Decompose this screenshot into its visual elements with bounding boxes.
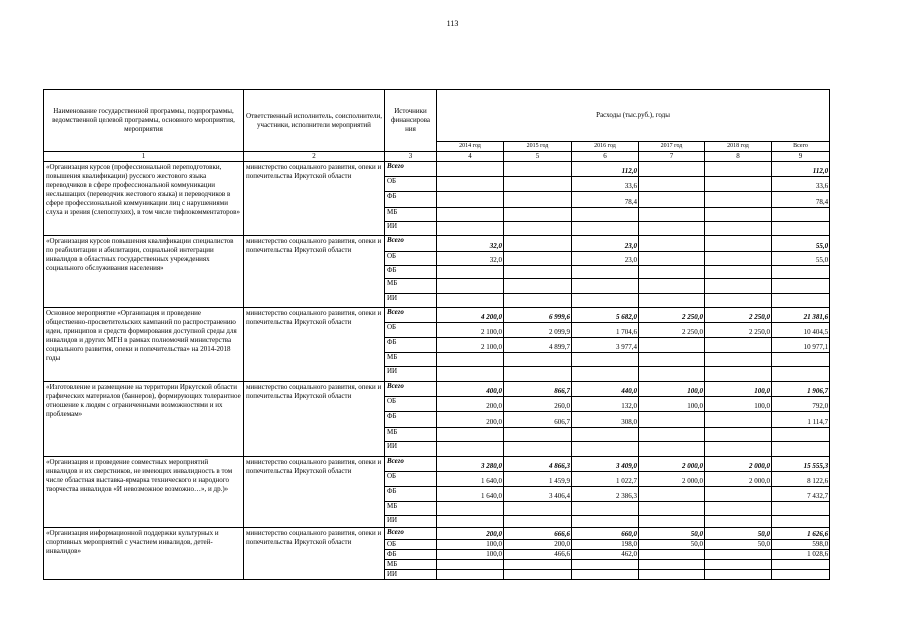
header-column-number: 1 bbox=[44, 152, 244, 162]
header-source: Источники финансирова ния bbox=[385, 90, 437, 152]
expense-value: 1 640,0 bbox=[437, 487, 504, 502]
expense-value bbox=[504, 516, 572, 528]
expense-value: 21 381,6 bbox=[772, 308, 830, 323]
expense-value bbox=[504, 570, 572, 580]
funding-source: ОБ bbox=[385, 397, 437, 412]
expense-value: 866,7 bbox=[504, 382, 572, 397]
funding-source: ОБ bbox=[385, 472, 437, 487]
expense-value bbox=[772, 502, 830, 516]
funding-source: МБ bbox=[385, 353, 437, 367]
expense-value bbox=[705, 222, 772, 236]
expense-value: 308,0 bbox=[572, 412, 639, 428]
funding-source: ИИ bbox=[385, 367, 437, 382]
expense-value bbox=[572, 516, 639, 528]
table-row bbox=[44, 528, 830, 540]
expense-value: 2 386,3 bbox=[572, 487, 639, 502]
activity-name: «Организация информационной поддержки культурных и спортивных мероприятий с участием инвалидов, детей-инвалидов» bbox=[44, 528, 244, 580]
expense-value bbox=[772, 266, 830, 279]
expense-value: 33,6 bbox=[572, 177, 639, 192]
expense-value: 112,0 bbox=[572, 162, 639, 177]
expense-value: 132,0 bbox=[572, 397, 639, 412]
expense-value bbox=[705, 550, 772, 560]
expense-value bbox=[572, 353, 639, 367]
expense-value: 100,0 bbox=[639, 382, 705, 397]
expense-value bbox=[572, 570, 639, 580]
header-year: 2016 год bbox=[572, 142, 639, 152]
expense-value: 666,6 bbox=[504, 528, 572, 540]
expense-value: 112,0 bbox=[772, 162, 830, 177]
activity-name: Основное мероприятие «Организация и проведение общественно-просветительских кампаний по распространению идеи, принципов и средств формирования доступной среды для инвалидов и других МГН в рамках полномочий министерства социального развития, опеки и попечительства» на 2014-2018 годы bbox=[44, 308, 244, 382]
funding-source: Всего bbox=[385, 457, 437, 472]
expense-value bbox=[504, 353, 572, 367]
expense-value: 10 404,5 bbox=[772, 323, 830, 338]
expense-value: 100,0 bbox=[705, 397, 772, 412]
header-column-number: 8 bbox=[705, 152, 772, 162]
expense-value: 2 250,0 bbox=[639, 323, 705, 338]
expense-value bbox=[639, 412, 705, 428]
expense-value: 3 406,4 bbox=[504, 487, 572, 502]
expense-value bbox=[639, 338, 705, 353]
funding-source: ИИ bbox=[385, 222, 437, 236]
expense-value: 100,0 bbox=[639, 397, 705, 412]
expense-value bbox=[639, 252, 705, 266]
expense-value: 7 432,7 bbox=[772, 487, 830, 502]
funding-source: ИИ bbox=[385, 294, 437, 308]
funding-source: Всего bbox=[385, 528, 437, 540]
funding-source: Всего bbox=[385, 382, 437, 397]
expense-value bbox=[705, 279, 772, 294]
expense-value bbox=[705, 266, 772, 279]
expense-value bbox=[705, 353, 772, 367]
expense-value bbox=[705, 428, 772, 442]
expense-value bbox=[772, 222, 830, 236]
expense-value: 50,0 bbox=[705, 528, 772, 540]
expense-value: 2 100,0 bbox=[437, 323, 504, 338]
expense-value bbox=[639, 560, 705, 570]
header-expenses: Расходы (тыс.руб.), годы bbox=[437, 90, 830, 142]
expense-value: 792,0 bbox=[772, 397, 830, 412]
expense-value bbox=[639, 279, 705, 294]
table-row bbox=[44, 457, 830, 472]
header-column-number: 6 bbox=[572, 152, 639, 162]
expense-value: 660,0 bbox=[572, 528, 639, 540]
expense-value: 400,0 bbox=[437, 382, 504, 397]
expense-value: 50,0 bbox=[639, 528, 705, 540]
header-year: 2014 год bbox=[437, 142, 504, 152]
expense-value bbox=[504, 560, 572, 570]
funding-source: ФБ bbox=[385, 550, 437, 560]
header-column-number: 7 bbox=[639, 152, 705, 162]
expense-value bbox=[639, 177, 705, 192]
expense-value: 33,6 bbox=[772, 177, 830, 192]
expense-value: 1 640,0 bbox=[437, 472, 504, 487]
activity-name: «Организация и проведение совместных мероприятий инвалидов и их сверстников, не имеющих инвалидность в том числе областная выставка-ярмарка технического и народного творчества инвалидов «И невозможное возможно…», и др.)» bbox=[44, 457, 244, 528]
expense-value: 8 122,6 bbox=[772, 472, 830, 487]
expense-value: 100,0 bbox=[705, 382, 772, 397]
expense-value bbox=[437, 279, 504, 294]
expense-value bbox=[639, 208, 705, 222]
expense-value bbox=[705, 442, 772, 457]
activity-executor: министерство социального развития, опеки и попечительства Иркутской области bbox=[244, 236, 385, 308]
expense-value: 4 200,0 bbox=[437, 308, 504, 323]
header-column-number: 4 bbox=[437, 152, 504, 162]
expense-value bbox=[572, 208, 639, 222]
expense-value: 100,0 bbox=[437, 550, 504, 560]
expense-value: 55,0 bbox=[772, 252, 830, 266]
expense-value: 3 280,0 bbox=[437, 457, 504, 472]
funding-source: МБ bbox=[385, 560, 437, 570]
expense-value: 198,0 bbox=[572, 540, 639, 550]
expense-value bbox=[705, 162, 772, 177]
funding-source: ОБ bbox=[385, 540, 437, 550]
expense-value bbox=[639, 570, 705, 580]
activity-name: «Организация курсов (профессиональной переподготовки, повышения квалификации) русского жестового языка переводчиков в сфере профессиональной коммуникации неслышащих (переводчик жестового языка) и переводчиков в сфере профессиональной коммуникации лиц с нарушениями слуха и зрения (слепоглухих), в том числе тифлокомментаторов» bbox=[44, 162, 244, 236]
expense-value bbox=[639, 294, 705, 308]
funding-source: Всего bbox=[385, 308, 437, 323]
expense-value bbox=[572, 502, 639, 516]
funding-source: МБ bbox=[385, 208, 437, 222]
expense-value bbox=[437, 428, 504, 442]
expense-value: 100,0 bbox=[437, 540, 504, 550]
expense-value bbox=[705, 177, 772, 192]
expense-value bbox=[705, 487, 772, 502]
expense-value bbox=[572, 560, 639, 570]
expense-value bbox=[705, 570, 772, 580]
expense-value bbox=[437, 560, 504, 570]
expense-value bbox=[437, 294, 504, 308]
expense-value bbox=[639, 162, 705, 177]
funding-source: ИИ bbox=[385, 442, 437, 457]
expense-value bbox=[705, 502, 772, 516]
expense-value bbox=[772, 570, 830, 580]
activity-name: «Изготовление и размещение на территории Иркутской области графических материалов (баннеров), формирующих толерантное отношение к людям с ограниченными возможностями и их проблемам» bbox=[44, 382, 244, 457]
expense-value bbox=[437, 570, 504, 580]
expense-value: 440,0 bbox=[572, 382, 639, 397]
header-column-number: 3 bbox=[385, 152, 437, 162]
expense-value bbox=[504, 252, 572, 266]
header-column-number: 2 bbox=[244, 152, 385, 162]
expense-value: 2 000,0 bbox=[639, 472, 705, 487]
funding-source: ФБ bbox=[385, 266, 437, 279]
expense-value bbox=[772, 428, 830, 442]
funding-source: ОБ bbox=[385, 252, 437, 266]
expense-value bbox=[772, 294, 830, 308]
expense-value bbox=[504, 222, 572, 236]
funding-source: ФБ bbox=[385, 412, 437, 428]
expense-value bbox=[705, 367, 772, 382]
funding-source: МБ bbox=[385, 428, 437, 442]
expense-value: 200,0 bbox=[437, 397, 504, 412]
expense-value bbox=[504, 236, 572, 252]
expense-value bbox=[639, 236, 705, 252]
expense-value bbox=[572, 266, 639, 279]
activity-executor: министерство социального развития, опеки и попечительства Иркутской области bbox=[244, 162, 385, 236]
expense-value bbox=[639, 487, 705, 502]
expense-value bbox=[639, 550, 705, 560]
funding-source: Всего bbox=[385, 162, 437, 177]
expense-value: 23,0 bbox=[572, 252, 639, 266]
expense-value bbox=[504, 162, 572, 177]
expense-value: 2 250,0 bbox=[705, 308, 772, 323]
expense-value bbox=[705, 338, 772, 353]
expense-value: 200,0 bbox=[504, 540, 572, 550]
expense-value: 3 409,0 bbox=[572, 457, 639, 472]
expense-value: 4 899,7 bbox=[504, 338, 572, 353]
expense-value bbox=[437, 177, 504, 192]
expense-value: 466,6 bbox=[504, 550, 572, 560]
funding-source: ИИ bbox=[385, 516, 437, 528]
expense-value: 3 977,4 bbox=[572, 338, 639, 353]
expense-value bbox=[504, 367, 572, 382]
expense-value bbox=[705, 252, 772, 266]
expense-value: 2 000,0 bbox=[705, 457, 772, 472]
table-row bbox=[44, 382, 830, 397]
expense-value bbox=[437, 192, 504, 208]
funding-source: ФБ bbox=[385, 338, 437, 353]
header-column-number: 5 bbox=[504, 152, 572, 162]
expense-value bbox=[437, 222, 504, 236]
table-row bbox=[44, 236, 830, 252]
expense-value bbox=[572, 428, 639, 442]
expense-value: 15 555,3 bbox=[772, 457, 830, 472]
expense-value bbox=[437, 162, 504, 177]
funding-source: ФБ bbox=[385, 487, 437, 502]
expense-value bbox=[772, 208, 830, 222]
expense-value bbox=[504, 428, 572, 442]
expense-value: 1 114,7 bbox=[772, 412, 830, 428]
activity-executor: министерство социального развития, опеки и попечительства Иркутской области bbox=[244, 308, 385, 382]
expense-value bbox=[504, 208, 572, 222]
expense-value bbox=[772, 367, 830, 382]
expense-value bbox=[437, 442, 504, 457]
expense-value bbox=[437, 516, 504, 528]
expense-value: 1 906,7 bbox=[772, 382, 830, 397]
expenses-table bbox=[43, 89, 830, 580]
expense-value: 1 704,6 bbox=[572, 323, 639, 338]
expense-value: 23,0 bbox=[572, 236, 639, 252]
expense-value bbox=[504, 502, 572, 516]
expense-value bbox=[504, 177, 572, 192]
expense-value: 5 682,0 bbox=[572, 308, 639, 323]
expense-value bbox=[504, 266, 572, 279]
expense-value: 1 022,7 bbox=[572, 472, 639, 487]
expense-value bbox=[572, 442, 639, 457]
expense-value: 598,0 bbox=[772, 540, 830, 550]
funding-source: МБ bbox=[385, 502, 437, 516]
table-row bbox=[44, 308, 830, 323]
header-column-number: 9 bbox=[772, 152, 830, 162]
expense-value bbox=[705, 516, 772, 528]
header-year: 2017 год bbox=[639, 142, 705, 152]
expense-value: 32,0 bbox=[437, 252, 504, 266]
expense-value bbox=[437, 502, 504, 516]
header-year: Всего bbox=[772, 142, 830, 152]
expense-value bbox=[639, 266, 705, 279]
expense-value bbox=[572, 222, 639, 236]
expense-value: 2 000,0 bbox=[639, 457, 705, 472]
expense-value bbox=[639, 353, 705, 367]
expense-value: 10 977,1 bbox=[772, 338, 830, 353]
expense-value bbox=[437, 266, 504, 279]
activity-executor: министерство социального развития, опеки и попечительства Иркутской области bbox=[244, 528, 385, 580]
expense-value: 78,4 bbox=[572, 192, 639, 208]
expense-value: 260,0 bbox=[504, 397, 572, 412]
expense-value: 6 999,6 bbox=[504, 308, 572, 323]
expense-value bbox=[772, 516, 830, 528]
expense-value bbox=[572, 294, 639, 308]
expense-value bbox=[772, 442, 830, 457]
expense-value bbox=[437, 208, 504, 222]
expense-value bbox=[437, 353, 504, 367]
expense-value: 1 028,6 bbox=[772, 550, 830, 560]
expense-value bbox=[705, 294, 772, 308]
expense-value bbox=[772, 560, 830, 570]
expense-value bbox=[705, 208, 772, 222]
funding-source: ФБ bbox=[385, 192, 437, 208]
funding-source: ИИ bbox=[385, 570, 437, 580]
expense-value bbox=[504, 294, 572, 308]
expense-value bbox=[705, 412, 772, 428]
expense-value bbox=[705, 560, 772, 570]
header-year: 2018 год bbox=[705, 142, 772, 152]
funding-source: ОБ bbox=[385, 323, 437, 338]
expense-value: 200,0 bbox=[437, 528, 504, 540]
activity-executor: министерство социального развития, опеки и попечительства Иркутской области bbox=[244, 457, 385, 528]
expense-value: 4 866,3 bbox=[504, 457, 572, 472]
expense-value: 2 250,0 bbox=[639, 308, 705, 323]
funding-source: Всего bbox=[385, 236, 437, 252]
expense-value bbox=[437, 367, 504, 382]
expense-value: 606,7 bbox=[504, 412, 572, 428]
expense-value: 50,0 bbox=[639, 540, 705, 550]
header-executor: Ответственный исполнитель, соисполнители, участники, исполнители мероприятий bbox=[244, 90, 385, 152]
expense-value: 32,0 bbox=[437, 236, 504, 252]
expense-value: 462,0 bbox=[572, 550, 639, 560]
expense-value: 2 000,0 bbox=[705, 472, 772, 487]
expense-value bbox=[639, 516, 705, 528]
expense-value bbox=[504, 192, 572, 208]
expense-value bbox=[705, 192, 772, 208]
expense-value bbox=[772, 353, 830, 367]
expense-value: 200,0 bbox=[437, 412, 504, 428]
expense-value bbox=[504, 279, 572, 294]
expense-value bbox=[639, 222, 705, 236]
expense-value: 1 626,6 bbox=[772, 528, 830, 540]
expense-value bbox=[572, 367, 639, 382]
expense-value: 1 459,9 bbox=[504, 472, 572, 487]
expense-value bbox=[639, 367, 705, 382]
expense-value: 78,4 bbox=[772, 192, 830, 208]
funding-source: ОБ bbox=[385, 177, 437, 192]
header-year: 2015 год bbox=[504, 142, 572, 152]
expense-value bbox=[705, 236, 772, 252]
page-number: 113 bbox=[446, 19, 459, 28]
table-row bbox=[44, 162, 830, 177]
expense-value: 2 099,9 bbox=[504, 323, 572, 338]
header-name: Наименование государственной программы, подпрограммы, ведомственной целевой программы, основного мероприятия, мероприятия bbox=[44, 90, 244, 152]
activity-name: «Организация курсов повышения квалификации специалистов по реабилитации и абилитации, социальной интеграции инвалидов в областных государственных учреждениях социального обслуживания населения» bbox=[44, 236, 244, 308]
expense-value bbox=[639, 442, 705, 457]
expense-value bbox=[772, 279, 830, 294]
expense-value: 50,0 bbox=[705, 540, 772, 550]
expense-value bbox=[639, 428, 705, 442]
expense-value: 2 250,0 bbox=[705, 323, 772, 338]
expense-value bbox=[504, 442, 572, 457]
expense-value bbox=[639, 192, 705, 208]
activity-executor: министерство социального развития, опеки и попечительства Иркутской области bbox=[244, 382, 385, 457]
expense-value bbox=[639, 502, 705, 516]
expense-value: 55,0 bbox=[772, 236, 830, 252]
expense-value: 2 100,0 bbox=[437, 338, 504, 353]
expense-value bbox=[572, 279, 639, 294]
funding-source: МБ bbox=[385, 279, 437, 294]
